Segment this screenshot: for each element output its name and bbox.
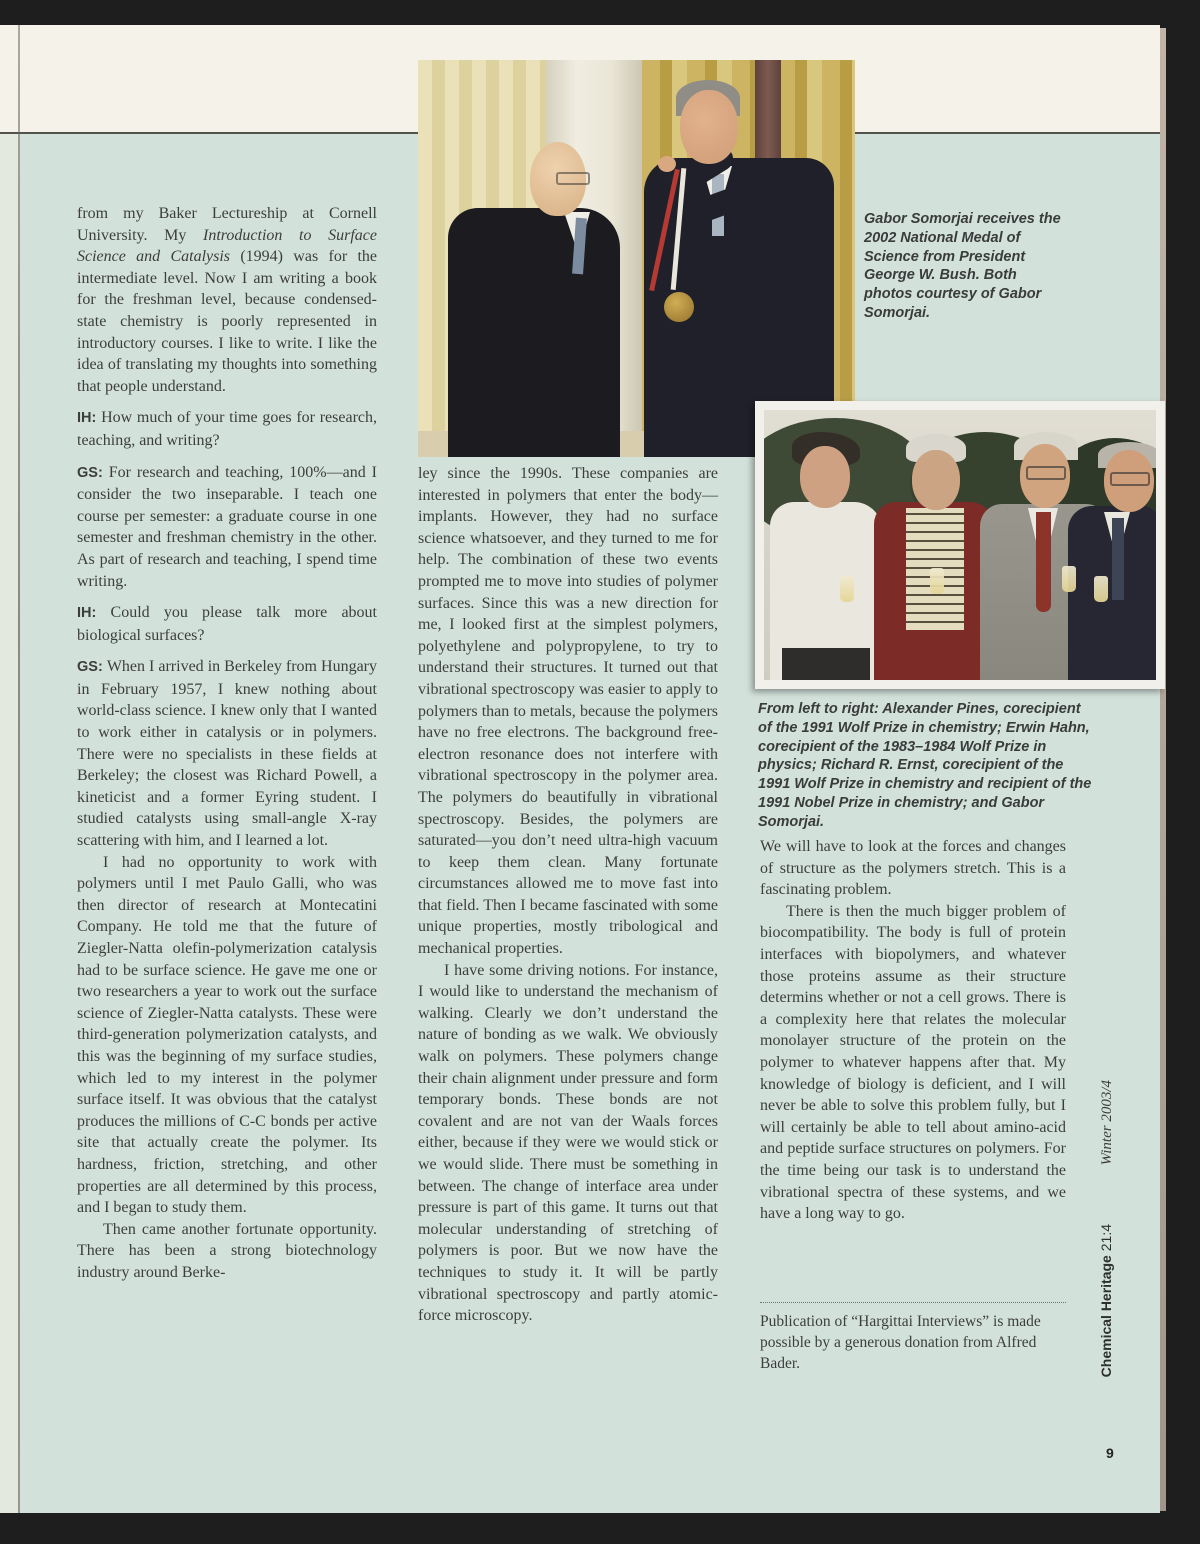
page-number: 9	[1106, 1445, 1114, 1461]
text-segment: (1994) was for the intermediate level. Now I am writing a book for the freshman level, because condensed-state chemistry is poorly represented in introductory courses. I like to write. I like the idea of translating my thoughts into something that people understand.	[77, 248, 377, 395]
text-segment: There is then the much bigger problem of biocompatibility. The body is full of protein interfaces with biopolymers, and whatever those proteins assume as their structure determins whether or not a cell grows. There is a complexity here that relates the molecular monolayer structure of the protein on the polymer to whatever happens after that. My knowledge of biology is deficient, and I will never be able to solve this problem fully, but I will certainly be able to tell about amino-acid and peptide surface structures on polymers. For the time being our task is to understand the vibrational spectra of these systems, and we have a long way to go.	[760, 902, 1066, 1223]
body-paragraph	[760, 836, 1066, 901]
pines-trousers	[782, 648, 870, 680]
hahn-head	[912, 450, 960, 510]
interview-qa-paragraph	[77, 407, 377, 451]
journal-title-vertical	[1098, 1224, 1114, 1377]
bush-head	[680, 90, 738, 164]
page-edge	[1160, 28, 1166, 1511]
photo1-caption: Gabor Somorjai receives the 2002 National Medal of Science from President George W. Bush. Both photos courtesy of Gabor Somorjai.	[864, 211, 1061, 321]
somorjai-glasses	[1110, 472, 1150, 486]
wine-glass	[1062, 566, 1076, 592]
bush-hand	[658, 156, 676, 172]
somorjai-tie	[1112, 518, 1124, 600]
text-segment: How much of your time goes for research, teaching, and writing?	[77, 409, 377, 449]
wine-glass	[1094, 576, 1108, 602]
interview-qa-paragraph	[77, 462, 377, 593]
journal-name: Chemical Heritage	[1098, 1255, 1114, 1378]
journal-issue: 21:4	[1098, 1224, 1114, 1252]
text-segment: I have some driving notions. For instance, I would like to understand the mechanism of walking. Clearly we don’t understand the nature of bonding as we walk. We obviously walk on polymers. These polymers change their chain alignment under pressure and form temporary bonds. These bonds are not covalent and are not van der Waals forces either, because if they were we would stick or we would slide. There must be something in between. The change of interface area under pressure is part of this game. It turns out that molecular understanding of stretching of polymers is poor. But we now have the techniques to study it. It will be partly vibrational spectroscopy and partly atomic-force microscopy.	[418, 961, 718, 1325]
ernst-glasses	[1026, 466, 1066, 480]
text-column-3	[760, 836, 1066, 1225]
somorjai-glasses	[556, 172, 590, 185]
speaker-label: GS:	[77, 464, 109, 481]
issue-date-vertical: Winter 2003/4	[1099, 1080, 1115, 1166]
footer-area	[760, 1288, 1066, 1374]
national-medal	[664, 292, 694, 322]
text-segment: Introduction to Surface Science and Catalysis	[77, 226, 378, 266]
somorjai-suit	[448, 208, 620, 457]
text-segment: Then came another fortunate opportunity. There has been a strong biotechnology industry around Berke-	[77, 1220, 377, 1281]
text-column-2	[418, 463, 718, 1327]
body-paragraph	[418, 960, 718, 1327]
text-segment: Could you please talk more about biological surfaces?	[77, 604, 377, 644]
interview-qa-paragraph	[77, 602, 377, 646]
left-page-gutter	[0, 134, 20, 1513]
text-segment: For research and teaching, 100%—and I consider the two inseparable. I teach one course per semester: a graduate course in one semester and freshman chemistry in the other. As part of research and teaching, I spend time writing.	[77, 463, 377, 590]
speaker-label: GS:	[77, 659, 107, 676]
binding-crease	[18, 25, 20, 1513]
body-paragraph	[77, 203, 377, 397]
ernst-tie	[1036, 512, 1051, 612]
text-column-1	[77, 203, 377, 1284]
interview-qa-paragraph	[77, 656, 377, 851]
wine-glass	[840, 576, 854, 602]
donor-acknowledgment: Publication of “Hargittai Interviews” is made possible by a generous donation from Alfred Bader.	[760, 1302, 1066, 1374]
wine-glass	[930, 568, 944, 594]
speaker-label: IH:	[77, 410, 102, 427]
photo2-caption: From left to right: Alexander Pines, corecipient of the 1991 Wolf Prize in chemistry; Erwin Hahn, corecipient of the 1983–1984 Wolf Prize in physics; Richard R. Ernst, corecipient of the 1991 Wolf Prize in chemistry and recipient of the 1991 Nobel Prize in chemistry; and Gabor Somorjai.	[758, 701, 1092, 830]
body-paragraph	[760, 901, 1066, 1225]
text-segment: When I arrived in Berkeley from Hungary in February 1957, I knew nothing about world-class science. I knew only that I wanted to work either in catalysis or in polymers. There were no specialists in these fields at Berkeley; the closest was Richard Powell, a kineticist and a former Eyring student. I studied catalysts using small-angle X-ray scattering with him, and I learned a lot.	[77, 658, 377, 850]
text-segment: from my Baker Lectureship at Cornell University. My	[77, 205, 377, 244]
medal-ceremony-photo	[418, 60, 855, 457]
volume-issue	[1098, 1251, 1114, 1255]
text-segment: I had no opportunity to work with polymers until I met Paulo Galli, who was then director of research at Montecatini Company. He told me that the future of Ziegler-Natta olefin-polymerization catalysis had to be surface science. He gave me one or two researchers a year to work out the surface science of Ziegler-Natta catalysts. These were third-generation polymerization catalysts, and this was the beginning of my surface studies, which led to my interest in the polymer surface itself. It was obvious that the catalyst produces the millions of C-C bonds per active site that actually create the polymer. Its hardness, friction, stretching, and other properties are all determined by this process, and I began to study them.	[77, 853, 377, 1217]
body-paragraph	[418, 463, 718, 960]
pines-head	[800, 446, 850, 508]
text-segment: ley since the 1990s. These companies are interested in polymers that enter the body—implants. However, they had no surface science whatsoever, and they turned to me for help. The combination of these two events prompted me to move into studies of polymer surfaces. Since this was a new direction for me, I looked first at the simplest polymers, polyethylene and polypropylene, to try to understand their structures. It turned out that vibrational spectroscopy was easier to apply to polymers than to metals, because the polymers have no free electrons. The background free-electron resonance does not interfere with vibrational spectroscopy in the polymer area. The polymers do beautifully in vibrational spectroscopy. Besides, the polymers are saturated—you don’t need ultra-high vacuum to keep them clean. Many fortunate circumstances allowed me to move fast into that field. Then I became fascinated with some unique properties, mostly tribological and mechanical properties.	[418, 465, 718, 958]
text-segment: We will have to look at the forces and changes of structure as the polymers stretch. This is a fascinating problem.	[760, 838, 1066, 899]
body-paragraph	[77, 852, 377, 1219]
group-photo	[755, 401, 1165, 689]
speaker-label: IH:	[77, 605, 111, 622]
body-paragraph	[77, 1219, 377, 1284]
